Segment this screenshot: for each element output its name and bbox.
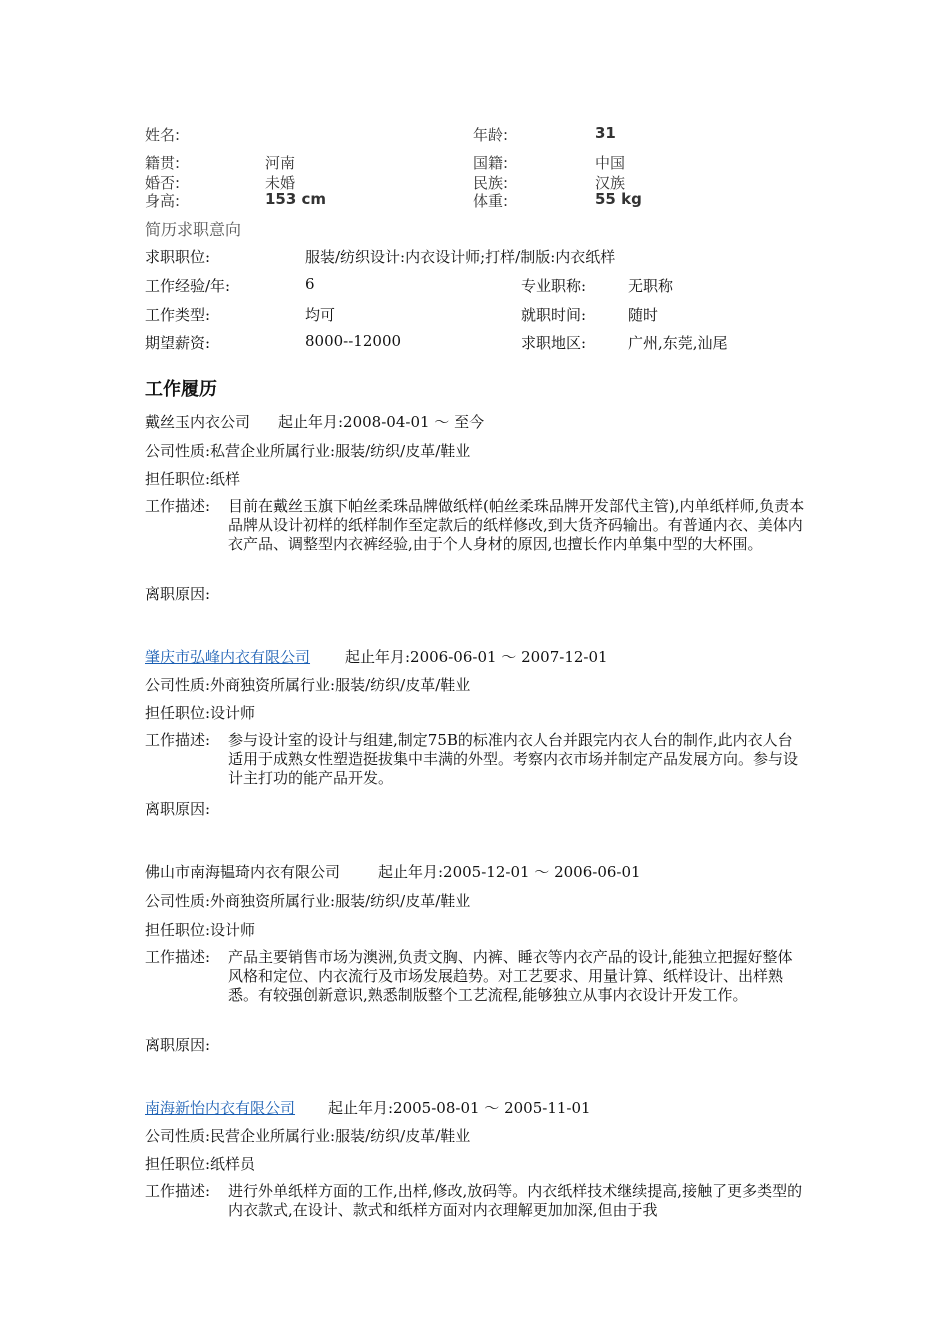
description-text: 进行外单纸样方面的工作,出样,修改,放码等。内衣纸样技术继续提高,接触了更多类型的内衣款式,在设计、款式和纸样方面对内衣理解更加加深,但由于我: [228, 1182, 803, 1219]
description-text: 目前在戴丝玉旗下帕丝柔珠品牌做纸样(帕丝柔珠品牌开发部代主管),内单纸样师,负责本品牌从设计初样的纸样制作至定款后的纸样修改,到大货齐码输出。有普通内衣、美体内衣产品、调整型内衣裤经验,由于个人身材的原因,也擅长作内单集中型的大杯围。: [228, 497, 805, 553]
job-description: [145, 1182, 810, 1222]
salary-label: 期望薪资:: [145, 334, 211, 352]
weight-value: 55 kg: [595, 190, 642, 208]
leave-reason-label: 离职原因:: [145, 800, 211, 818]
job-position: 担任职位:纸样员: [145, 1155, 256, 1173]
company-nature: 公司性质:外商独资所属行业:服装/纺织/皮革/鞋业: [145, 892, 471, 910]
company-name: 佛山市南海韫琦内衣有限公司: [145, 863, 341, 881]
description-label: 工作描述:: [145, 497, 211, 515]
name-label: 姓名:: [145, 126, 181, 144]
nationality-value: 中国: [595, 154, 626, 172]
leave-reason-label: 离职原因:: [145, 585, 211, 603]
company-nature: 公司性质:私营企业所属行业:服装/纺织/皮革/鞋业: [145, 442, 471, 460]
type-value: 均可: [305, 306, 336, 324]
type-label: 工作类型:: [145, 306, 211, 324]
height-value: 153 cm: [265, 190, 327, 208]
company-name: 戴丝玉内衣公司: [145, 413, 251, 431]
title-label: 专业职称:: [521, 277, 587, 295]
ethnicity-value: 汉族: [595, 174, 626, 192]
position-value: 服装/纺织设计:内衣设计师;打样/制版:内衣纸样: [305, 248, 616, 266]
job-description: [145, 731, 810, 791]
description-label: 工作描述:: [145, 948, 211, 966]
nationality-label: 国籍:: [473, 154, 509, 172]
description-text: 产品主要销售市场为澳洲,负责文胸、内裤、睡衣等内衣产品的设计,能独立把握好整体风格和定位、内衣流行及市场发展趋势。对工艺要求、用量计算、纸样设计、出样熟悉。有较强创新意识,熟悉制版整个工艺流程,能够独立从事内衣设计开发工作。: [228, 948, 793, 1004]
origin-label: 籍贯:: [145, 154, 181, 172]
marital-label: 婚否:: [145, 174, 181, 192]
origin-value: 河南: [265, 154, 296, 172]
age-value: 31: [595, 124, 616, 142]
job-description: [145, 948, 810, 1028]
company-nature: 公司性质:民营企业所属行业:服装/纺织/皮革/鞋业: [145, 1127, 471, 1145]
job-period: 起止年月:2005-08-01 ～ 2005-11-01: [328, 1099, 591, 1117]
height-label: 身高:: [145, 192, 181, 210]
job-period: 起止年月:2008-04-01 ～ 至今: [278, 413, 485, 431]
marital-value: 未婚: [265, 174, 296, 192]
description-label: 工作描述:: [145, 1182, 211, 1200]
weight-label: 体重:: [473, 192, 509, 210]
job-description: [145, 497, 810, 577]
salary-value: 8000--12000: [305, 332, 402, 350]
leave-reason-label: 离职原因:: [145, 1036, 211, 1054]
description-text: 参与设计室的设计与组建,制定75B的标准内衣人台并跟完内衣人台的制作,此内衣人台适用于成熟女性塑造挺拔集中丰满的外型。考察内衣市场并制定产品发展方向。参与设计主打功的能产品开发。: [228, 731, 799, 787]
region-value: 广州,东莞,汕尾: [628, 334, 728, 352]
work-history-title: 工作履历: [145, 379, 217, 400]
job-position: 担任职位:纸样: [145, 470, 241, 488]
age-label: 年龄:: [473, 126, 509, 144]
description-label: 工作描述:: [145, 731, 211, 749]
intention-section-title: 简历求职意向: [145, 220, 242, 239]
experience-label: 工作经验/年:: [145, 277, 231, 295]
job-position: 担任职位:设计师: [145, 704, 256, 722]
ethnicity-label: 民族:: [473, 174, 509, 192]
start-label: 就职时间:: [521, 306, 587, 324]
job-position: 担任职位:设计师: [145, 921, 256, 939]
title-value: 无职称: [628, 277, 674, 295]
job-period: 起止年月:2005-12-01 ～ 2006-06-01: [378, 863, 641, 881]
job-period: 起止年月:2006-06-01 ～ 2007-12-01: [345, 648, 608, 666]
company-link[interactable]: 南海新怡内衣有限公司: [145, 1099, 296, 1117]
company-link[interactable]: 肇庆市弘峰内衣有限公司: [145, 648, 311, 666]
region-label: 求职地区:: [521, 334, 587, 352]
company-nature: 公司性质:外商独资所属行业:服装/纺织/皮革/鞋业: [145, 676, 471, 694]
start-value: 随时: [628, 306, 659, 324]
position-label: 求职职位:: [145, 248, 211, 266]
experience-value: 6: [305, 275, 315, 293]
